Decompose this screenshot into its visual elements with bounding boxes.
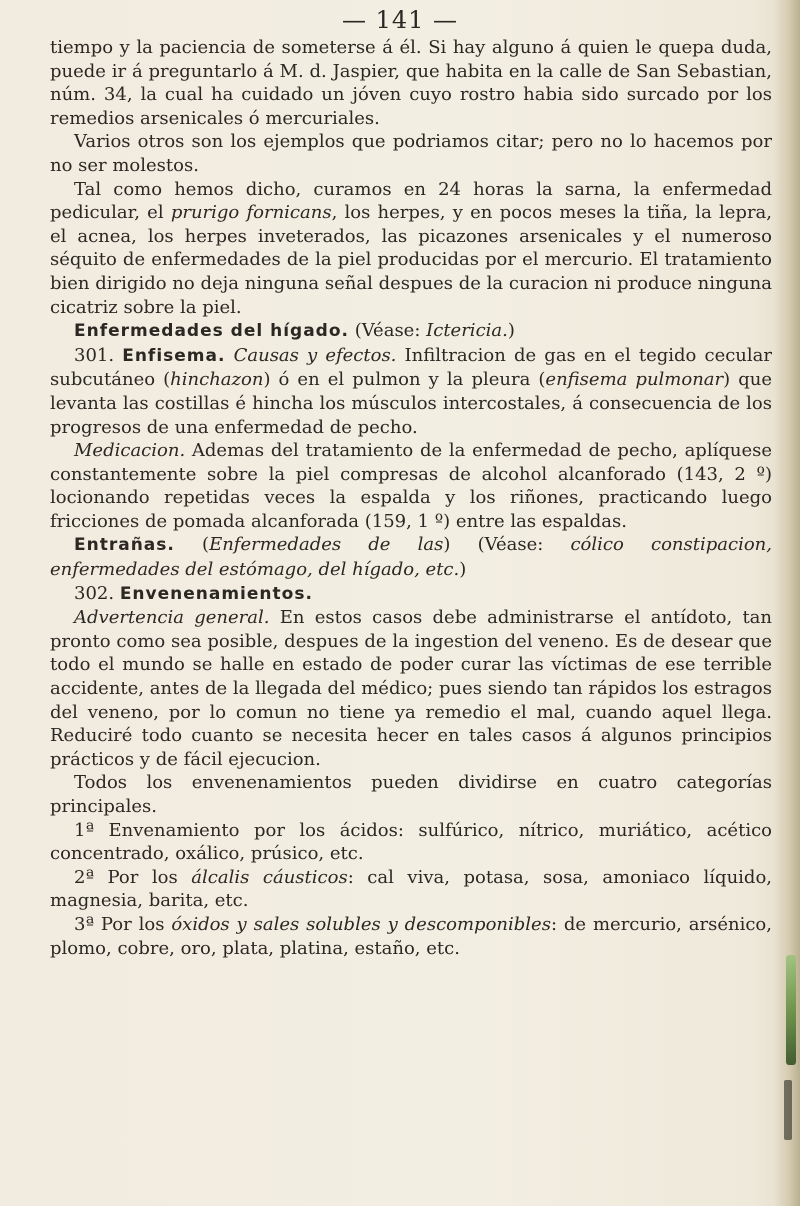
text-run: : de mercurio, arsénico, plomo, cobre, oro, plata, platina, estaño, etc.	[50, 913, 772, 959]
paragraph-advertencia	[50, 606, 772, 771]
text-run: Tal como hemos dicho, curamos en 24 horas la sarna, la enfermedad pedicular, el	[50, 178, 772, 224]
italic-term: Enfermedades de las	[209, 534, 444, 556]
list-item-oxides	[50, 913, 772, 960]
paragraph-cures	[50, 178, 772, 320]
paragraph-medicacion	[50, 439, 772, 533]
edge-color-mark	[786, 955, 796, 1065]
italic-subhead: Advertencia general.	[74, 607, 270, 629]
cross-reference: Ictericia.	[426, 320, 508, 342]
page-body	[50, 36, 772, 960]
list-item-alkalis	[50, 866, 772, 913]
entry-heading: Envenenamientos.	[119, 583, 313, 604]
text-run: 2ª Por los	[74, 866, 192, 888]
paragraph-examples: Varios otros son los ejemplos que podriamos citar; pero no lo hacemos por no ser molestos.	[50, 131, 772, 176]
text-run: ) que levanta las costillas é hincha los músculos intercostales, á consecuencia de los progresos de una enfermedad de pecho.	[50, 369, 772, 438]
entry-envenenamientos	[50, 582, 772, 607]
paragraph-categorias: Todos los envenenamientos pueden dividirse en cuatro categorías principales.	[50, 772, 772, 817]
text-run: En estos casos debe administrarse el antídoto, tan pronto como sea posible, despues de la ingestion del veneno. Es de desear que todo el mundo se halle en estado de poder curar las víctimas de ese terrible accidente, antes de la llegada del médico; pues siendo tan rápidos los estragos del veneno, por lo comun no tiene ya remedio el mal, cuando aquel llega. Reduciré todo cuanto se necesita hecer en tales casos á algunos principios prácticos y de fácil ejecucion.	[50, 607, 773, 770]
text-run: )	[459, 559, 467, 581]
text-run: )	[507, 320, 515, 342]
entry-heading: Enfermedades del hígado.	[74, 321, 349, 342]
list-item-acids: 1ª Envenamiento por los ácidos: sulfúrico, nítrico, muriático, acético concentrado, oxálico, prúsico, etc.	[50, 819, 772, 865]
entry-entranas	[50, 533, 772, 581]
entry-heading: Entrañas.	[74, 535, 175, 556]
text-run	[225, 345, 233, 366]
paragraph-continuation: tiempo y la paciencia de someterse á él. Si hay alguno á quien le quepa duda, puede ir á preguntarlo á M. d. Jaspier, que habita en la calle de San Sebastian, núm. 34, la cual ha cuidado un jóven cuyo rostro habia sido surcado por los remedios arsenicales ó mercuriales.	[50, 37, 772, 129]
entry-enfisema	[50, 344, 772, 439]
text-run: , los herpes, y en pocos meses la tiña, la lepra, el acnea, los herpes inveterados, las picazones arsenicales y el numeroso séquito de enfermedades de la piel producidas por el mercurio. El tratamiento bien dirigido no deja ninguna señal despues de la curacion ni produce ninguna cicatriz sobre la piel.	[50, 202, 772, 318]
edge-dark-mark	[784, 1080, 792, 1140]
italic-term: enfisema pulmonar	[545, 369, 724, 391]
text-run: 3ª Por los	[74, 913, 172, 935]
text-run: ) ó en el pulmon y la pleura (	[263, 369, 546, 391]
entry-heading: Enfisema.	[122, 345, 226, 366]
italic-subhead: Causas y efectos.	[233, 344, 397, 366]
text-run: (Véase:	[348, 320, 427, 342]
italic-subhead: Medicacion.	[74, 440, 186, 462]
entry-number: 301.	[74, 344, 123, 366]
italic-term: prurigo fornicans	[170, 202, 332, 224]
italic-term: hinchazon	[170, 369, 264, 391]
entry-number: 302.	[74, 582, 120, 604]
page-number: — 141 —	[341, 6, 459, 34]
text-run: ) (Véase:	[443, 534, 571, 556]
cross-reference: cólico constipacion, enfermedades del estómago, del hígado, etc.	[50, 534, 772, 581]
text-run: (	[174, 534, 210, 556]
entry-higado	[50, 319, 772, 344]
text-run: Infiltracion de gas en el tegido cecular subcutáneo (	[50, 344, 772, 391]
text-run: : cal viva, potasa, sosa, amoniaco líquido, magnesia, barita, etc.	[50, 866, 773, 912]
italic-term: álcalis cáusticos	[191, 866, 348, 888]
text-run: Ademas del tratamiento de la enfermedad de pecho, aplíquese constantemente sobre la piel compresas de alcohol alcanforado (143, 2 º) locionando repetidas veces la espalda y los riñones, practicando luego fricciones de pomada alcanforada (159, 1 º) entre las espaldas.	[50, 440, 772, 532]
italic-term: óxidos y sales solubles y descomponibles	[171, 913, 551, 935]
